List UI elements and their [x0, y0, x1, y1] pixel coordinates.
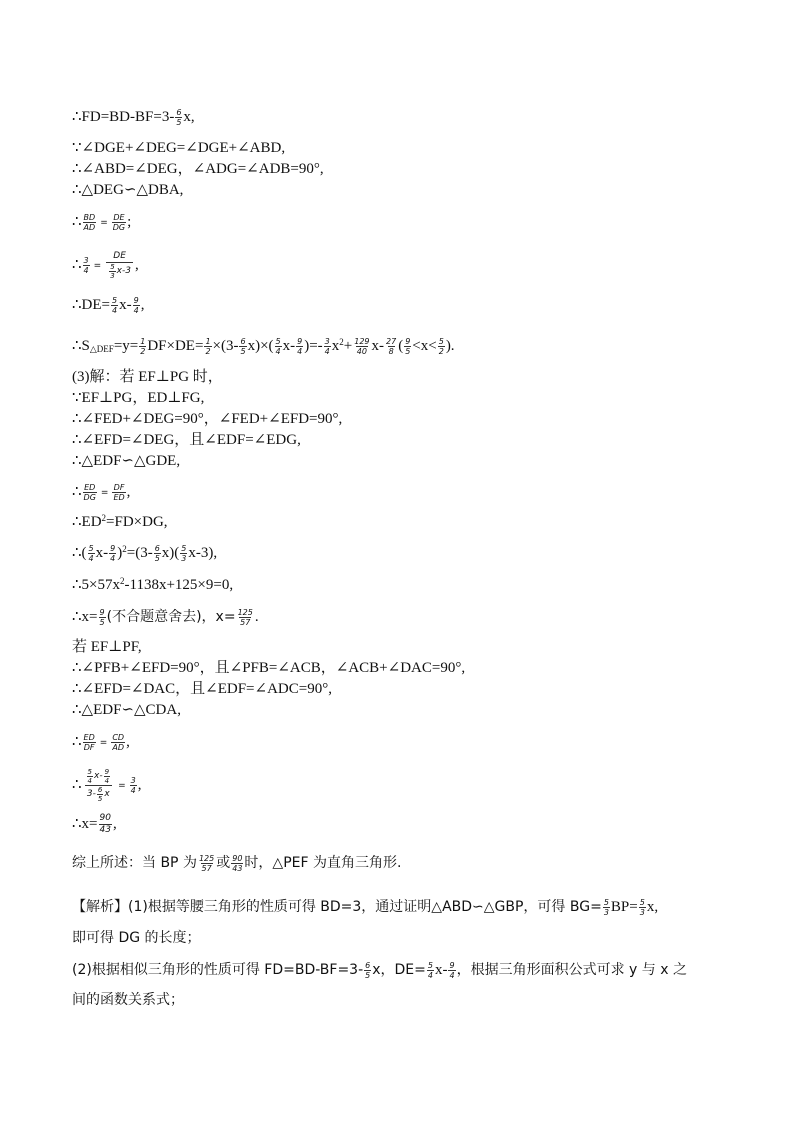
fraction: $\frac{9}{5}$	[99, 608, 105, 628]
text: 【解析】(1)根据等腰三角形的性质可得 BD=3，通过证明△ABD∽△GBP，可得 BG=	[72, 899, 602, 915]
fraction-5-3: $\frac{5}{3}$	[639, 898, 645, 918]
fraction-5-3: $\frac{5}{3}$	[603, 898, 609, 918]
text: ,	[126, 484, 131, 500]
fraction-9-4: $\frac{9}{4}$	[133, 296, 139, 316]
text: ∴	[72, 256, 82, 273]
line-part3: (3)解：若 EF⊥PG 时，	[72, 369, 223, 385]
text: <x<	[412, 338, 437, 354]
line-angle-pfb: ∴∠PFB+∠EFD=90°，且∠PFB=∠ACB，∠ACB+∠DAC=90°,	[72, 660, 466, 676]
text: (	[398, 338, 404, 354]
fraction-5-4: $\frac{5}{4}$	[427, 961, 433, 981]
fraction: $\frac{5}{4}$	[88, 544, 94, 564]
line-solution-2	[72, 813, 117, 836]
text: =	[99, 737, 108, 748]
fraction-3-4: $\frac{3}{4}$	[130, 776, 136, 795]
text: ,	[112, 815, 117, 832]
text: 综上所述：当 BP 为	[72, 855, 197, 871]
fraction-90-43: $\frac{90}{43}$	[99, 813, 111, 835]
line-case-2: 若 EF⊥PF,	[72, 639, 142, 655]
text: ∴FD=BD-BF=3-	[72, 109, 175, 125]
line-solution-1	[72, 607, 259, 627]
text: =y=	[113, 338, 139, 354]
text: =	[100, 217, 108, 228]
line-angle-sum: ∵∠DGE+∠DEG=∠DGE+∠ABD,	[72, 140, 286, 156]
text: 时，△PEF 为直角三角形.	[244, 855, 402, 871]
text: ∴5×57x	[72, 577, 121, 593]
text: x，DE=	[372, 962, 426, 978]
line-angle-efd: ∴∠EFD=∠DAC，且∠EDF=∠ADC=90°,	[72, 681, 332, 697]
line-ratio-1	[72, 212, 131, 233]
line-ratio-5	[72, 768, 141, 803]
text: ,	[140, 297, 145, 313]
line-de	[72, 295, 144, 315]
fraction-125-57: $\frac{125}{57}$	[198, 854, 215, 874]
fraction: $\frac{9}{4}$	[110, 544, 116, 564]
text: x	[331, 338, 340, 354]
line-conclusion	[72, 853, 401, 873]
text: ;	[127, 214, 132, 230]
line-angle-eq: ∴∠ABD=∠DEG，∠ADG=∠ADB=90°,	[72, 161, 324, 177]
line-similar-1: ∴△DEG∽△DBA,	[72, 182, 184, 198]
fraction-df-ed: $\frac{DF}{ED}$	[113, 483, 125, 503]
text: +	[343, 338, 353, 354]
fraction: $\frac{27}{8}$	[386, 337, 397, 357]
fraction: $\frac{9}{4}$	[297, 337, 303, 357]
fraction: $\frac{6}{5}$	[154, 544, 160, 564]
text: x)×(	[247, 338, 274, 354]
analysis-part-1-cont: 即可得 DG 的长度；	[72, 930, 201, 946]
fraction-bd-ad: $\frac{BD}{AD}$	[83, 213, 96, 233]
fraction-9-4: $\frac{9}{4}$	[449, 961, 455, 981]
analysis-part-2-cont: 间的函数关系式；	[72, 992, 184, 1008]
text: x-3),	[188, 545, 218, 561]
text: ,	[126, 734, 130, 750]
fraction: $\frac{3}{4}$	[324, 337, 330, 357]
text: =	[100, 487, 109, 498]
fraction-de-over-expr: DE $\frac{5}{3}$ x-3	[106, 251, 133, 280]
line-quadratic	[72, 575, 233, 595]
line-angle-eq-2: ∴∠EFD=∠DEG，且∠EDF=∠EDG,	[72, 432, 301, 448]
text: -1138x+125×9=0,	[124, 577, 234, 593]
text: (2)根据相似三角形的性质可得 FD=BD-BF=3-	[72, 962, 364, 978]
fraction-3-4: $\frac{3}{4}$	[83, 256, 89, 275]
line-expand	[72, 543, 217, 563]
text: ∴	[72, 214, 82, 230]
text: x-	[95, 545, 109, 561]
analysis-part-1	[72, 897, 658, 917]
superscript: 2	[101, 513, 107, 523]
line-ed-sq	[72, 512, 168, 532]
line-ratio-3	[72, 482, 130, 503]
text: ∴DE=	[72, 297, 110, 313]
fraction-de-dg: $\frac{DE}{DG}$	[112, 213, 126, 233]
text: x-	[371, 338, 385, 354]
text: ∴	[72, 776, 82, 793]
superscript: 2	[339, 337, 344, 347]
fraction: $\frac{125}{57}$	[237, 608, 253, 628]
line-similar-3: ∴△EDF∽△CDA,	[72, 702, 181, 718]
text: x-	[282, 338, 296, 354]
text: =FD×DG,	[106, 514, 168, 530]
text: ∴x=	[72, 815, 98, 832]
fraction: $\frac{129}{40}$	[354, 337, 370, 357]
text: (不合题意舍去)，x=	[106, 609, 236, 625]
text: ∴	[72, 484, 82, 500]
analysis-part-2	[72, 960, 687, 980]
superscript: 2	[122, 544, 127, 554]
text: DF×DE=	[147, 338, 204, 354]
text: x,	[183, 109, 195, 125]
text: ，根据三角形面积公式可求 y 与 x 之	[456, 962, 687, 978]
fraction: $\frac{6}{5}$	[240, 337, 246, 357]
text: x)(	[161, 545, 180, 561]
text: x-	[434, 962, 448, 978]
text: x,	[646, 899, 659, 915]
text: x-	[119, 297, 132, 313]
text: ∴x=	[72, 609, 98, 625]
line-fd	[72, 107, 195, 127]
superscript: 2	[120, 576, 125, 586]
fraction-90-43: $\frac{90}{43}$	[232, 854, 243, 874]
line-ratio-2	[72, 251, 139, 280]
text: =(3-	[126, 545, 153, 561]
text: ).	[445, 338, 455, 354]
text: BP=	[610, 899, 638, 915]
fraction-6-5: $\frac{6}{5}$	[365, 961, 371, 981]
line-angle-sum-2: ∴∠FED+∠DEG=90°，∠FED+∠EFD=90°,	[72, 411, 343, 427]
text: )=-	[304, 338, 323, 354]
fraction-ed-df: $\frac{ED}{DF}$	[83, 733, 95, 753]
text: ∴ED	[72, 514, 102, 530]
text: .	[254, 609, 259, 625]
text: =	[93, 260, 102, 271]
fraction-5-4: $\frac{5}{4}$	[112, 296, 118, 316]
fraction: $\frac{5}{3}$	[181, 544, 187, 564]
fraction: $\frac{5}{2}$	[438, 337, 444, 357]
fraction-ed-dg: $\frac{ED}{DG}$	[83, 483, 96, 503]
fraction: $\frac{9}{5}$	[405, 337, 411, 357]
fraction: $\frac{5}{4}$	[275, 337, 281, 357]
fraction: $\frac{1}{2}$	[140, 337, 146, 357]
text: ,	[134, 256, 139, 273]
compound-fraction: $\frac{5}{4}$ x - $\frac{9}{4}$ 3- $\frac{6}{5}$ x	[86, 768, 110, 803]
text: ∴(	[72, 545, 87, 561]
text: ∴	[72, 734, 82, 750]
line-ratio-4	[72, 732, 130, 753]
line-area	[72, 336, 455, 356]
fraction: $\frac{1}{2}$	[205, 337, 211, 357]
text: ×(3-	[212, 338, 239, 354]
fraction-6-5: $\frac{6}{5}$	[176, 108, 182, 128]
fraction-cd-ad: $\frac{CD}{AD}$	[112, 733, 125, 753]
line-similar-2: ∴△EDF∽△GDE,	[72, 453, 181, 469]
text: ∴S	[72, 338, 90, 354]
text: =	[118, 780, 126, 791]
subscript: △DEF	[89, 344, 114, 354]
text: )	[117, 545, 123, 561]
line-perp: ∵EF⊥PG，ED⊥FG,	[72, 390, 205, 406]
text: ,	[137, 776, 142, 793]
text: 或	[216, 855, 231, 871]
